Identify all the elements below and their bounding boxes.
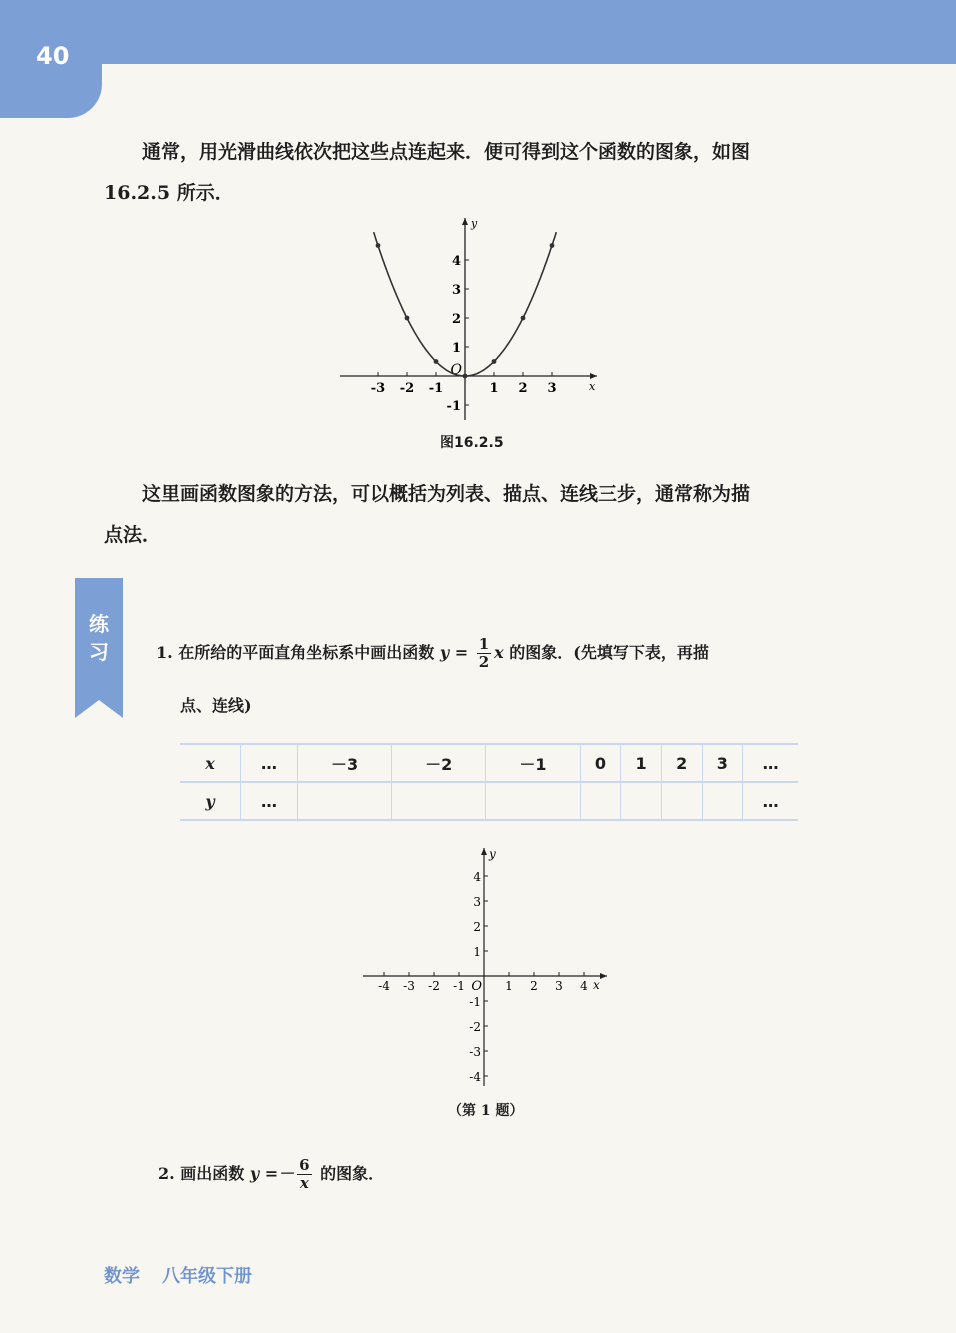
- x-tick-label: 3: [555, 979, 563, 993]
- table-cell-blank[interactable]: [702, 782, 743, 820]
- top-band: [0, 0, 956, 64]
- table-cell: …: [241, 744, 298, 782]
- table-cell: …: [743, 782, 798, 820]
- y-tick-label: -3: [469, 1045, 481, 1059]
- plot-point: [521, 316, 526, 321]
- x-axis-arrow: [600, 973, 607, 979]
- exercise-1-text-after: 的图象．(先填写下表，再描: [509, 643, 709, 662]
- plot-point: [550, 243, 555, 248]
- exercise-2-frac-den: x: [299, 1174, 309, 1192]
- intro-line-2: 16.2.5 所示．: [104, 182, 234, 204]
- exercise-2: [158, 1157, 384, 1192]
- plot-point: [376, 243, 381, 248]
- x-tick-label: -2: [428, 979, 440, 993]
- table-cell: 0: [580, 744, 621, 782]
- table-header-x: x: [180, 744, 241, 782]
- footer-subject: 数学: [104, 1266, 140, 1287]
- plot-point: [405, 316, 410, 321]
- exercise-1-frac-den: 2: [478, 653, 490, 671]
- table-cell-blank[interactable]: [486, 782, 580, 820]
- x-tick-label: 1: [505, 979, 513, 993]
- x-tick-label: 2: [518, 381, 528, 396]
- table-cell-blank[interactable]: [580, 782, 621, 820]
- x-tick-label: -3: [370, 381, 386, 396]
- y-tick-label: 4: [451, 254, 461, 269]
- x-tick-label: 4: [580, 979, 588, 993]
- table-header-y: y: [180, 782, 241, 820]
- exercise-1-number: 1.: [156, 643, 173, 662]
- exercise-1-line-1: [156, 636, 709, 671]
- x-tick-label: -2: [399, 381, 415, 396]
- x-tick-label: -4: [378, 979, 390, 993]
- exercise-2-text-after: 的图象．: [320, 1164, 385, 1183]
- y-tick-label: -1: [469, 995, 481, 1009]
- table-row-y: [180, 782, 798, 820]
- y-tick-label: -2: [469, 1020, 481, 1034]
- y-tick-label: 2: [451, 312, 461, 327]
- exercise-ribbon-label: [75, 610, 123, 666]
- y-tick-label: 1: [451, 341, 461, 356]
- y-tick-label: 1: [473, 945, 481, 959]
- exercise-2-number: 2.: [158, 1164, 175, 1183]
- y-tick-label: 3: [473, 895, 481, 909]
- exercise-2-func-lhs: y =－: [249, 1164, 295, 1183]
- table-cell: －3: [297, 744, 391, 782]
- table-cell: 3: [702, 744, 743, 782]
- y-axis-label: y: [471, 217, 478, 230]
- exercise-1-fraction: [477, 636, 491, 671]
- exercise-2-fraction: [297, 1157, 311, 1192]
- y-tick-label: 3: [451, 283, 461, 298]
- x-tick-label: -3: [403, 979, 415, 993]
- table-cell-blank[interactable]: [392, 782, 486, 820]
- page-number: 40: [36, 42, 70, 70]
- table-cell: 2: [661, 744, 702, 782]
- parabola-figure: [335, 210, 610, 425]
- ribbon-char-bottom: 习: [89, 640, 109, 664]
- table-cell: －1: [486, 744, 580, 782]
- origin-label: O: [471, 979, 482, 994]
- x-tick-label: 2: [530, 979, 538, 993]
- y-axis-label: y: [489, 847, 496, 861]
- intro-line-1: 通常，用光滑曲线依次把这些点连起来．便可得到这个函数的图象，如图: [142, 141, 751, 163]
- footer: [104, 1262, 274, 1288]
- method-line-1: 这里画函数图象的方法，可以概括为列表、描点、连线三步，通常称为描: [142, 483, 751, 505]
- y-axis-arrow: [481, 848, 487, 855]
- table-cell: 1: [621, 744, 662, 782]
- x-tick-label: -1: [453, 979, 465, 993]
- y-tick-label: -1: [446, 399, 461, 414]
- table-row-x: [180, 744, 798, 782]
- method-line-2: 点法．: [104, 524, 162, 546]
- intro-paragraph: [104, 132, 849, 214]
- exercise-1-func-lhs: y =: [439, 643, 469, 662]
- figure1-caption: 图16.2.5: [440, 435, 504, 451]
- plot-point: [463, 374, 468, 379]
- table-cell-blank[interactable]: [621, 782, 662, 820]
- exercise-2-frac-num: 6: [299, 1156, 310, 1174]
- x-tick-label: -1: [428, 381, 444, 396]
- y-tick-label: -4: [469, 1070, 481, 1084]
- origin-label: O: [450, 362, 462, 378]
- exercise-1-func-var: x: [494, 643, 504, 662]
- figure2-caption: （第 1 题）: [448, 1103, 524, 1119]
- plot-point: [492, 359, 497, 364]
- ribbon-char-top: 练: [89, 612, 109, 636]
- table-cell-blank[interactable]: [297, 782, 391, 820]
- blank-axes-figure: [355, 840, 615, 1090]
- x-axis-arrow: [590, 373, 597, 379]
- exercise-2-text: 画出函数: [180, 1164, 245, 1183]
- table-cell-blank[interactable]: [661, 782, 702, 820]
- y-axis-arrow: [462, 218, 468, 225]
- exercise-1-text: 在所给的平面直角坐标系中画出函数: [178, 643, 435, 662]
- exercise-1-frac-num: 1: [478, 635, 490, 653]
- plot-point: [434, 359, 439, 364]
- x-tick-label: 1: [489, 381, 499, 396]
- x-tick-label: 3: [547, 381, 557, 396]
- exercise-1-line-2: 点、连线): [180, 696, 252, 715]
- y-tick-label: 4: [473, 870, 481, 884]
- xy-value-table: [180, 743, 798, 821]
- y-tick-label: 2: [473, 920, 481, 934]
- table-cell: …: [241, 782, 298, 820]
- table-cell: －2: [392, 744, 486, 782]
- method-paragraph: [104, 474, 849, 556]
- table-cell: …: [743, 744, 798, 782]
- footer-grade: 八年级下册: [162, 1266, 252, 1287]
- x-axis-label: x: [593, 978, 600, 992]
- x-axis-label: x: [589, 380, 596, 393]
